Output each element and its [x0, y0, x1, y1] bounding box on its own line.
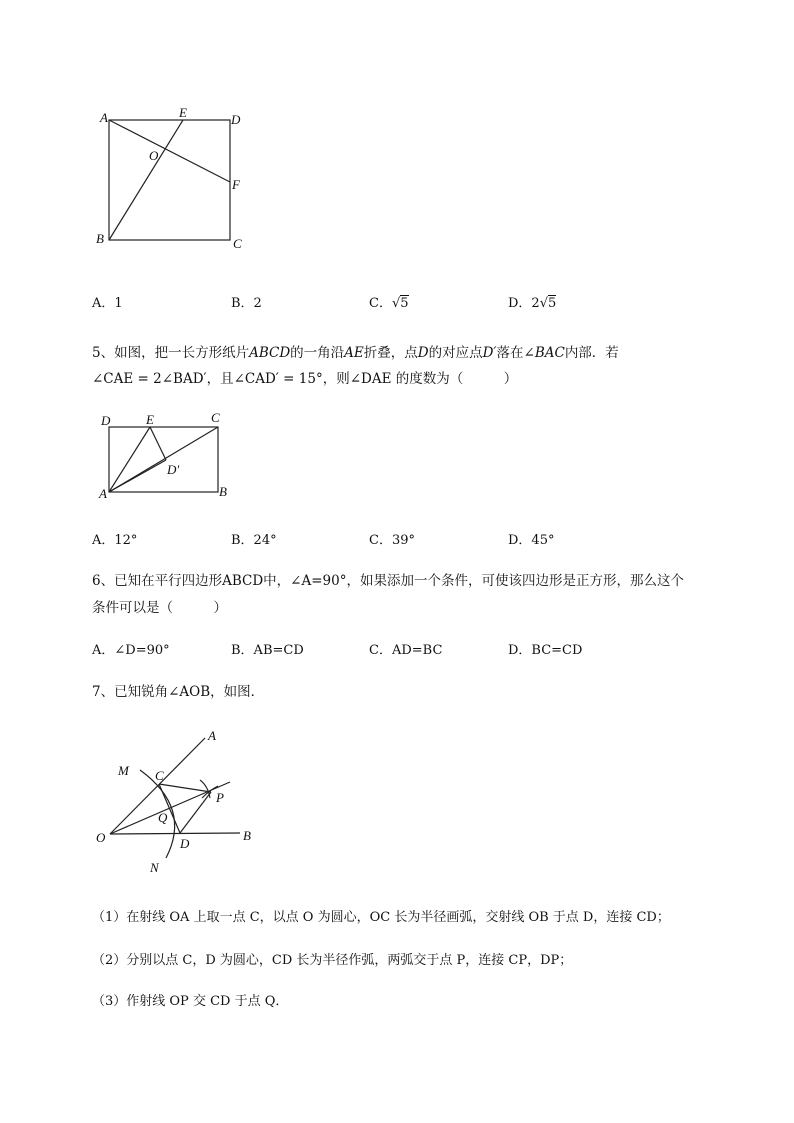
q5-line-2: ∠CAE = 2∠BAD′，且∠CAD′ = 15°，则∠DAE 的度数为（ ）	[92, 371, 518, 387]
point-label-o: O	[96, 830, 106, 845]
point-label-n: N	[150, 860, 159, 875]
point-label-m: M	[118, 763, 129, 778]
point-label-c: C	[155, 768, 164, 783]
point-label-f: F	[232, 177, 240, 192]
q5-abcd: ABCD	[249, 345, 291, 361]
segment-cp	[159, 784, 211, 792]
q5-ae: AE	[344, 345, 364, 361]
q5-option-d: D．45°	[508, 533, 555, 548]
point-label-c: C	[211, 410, 220, 425]
q5-text: 内部．若	[564, 345, 619, 361]
sqrt-sign: √	[539, 296, 548, 311]
q5-text: 落在∠	[496, 345, 535, 361]
q6-option-b: B．AB=CD	[231, 643, 304, 658]
q4-option-c-radicand: 5	[400, 296, 409, 311]
q5-text: 5、如图，把一长方形纸片	[92, 345, 250, 361]
point-label-a: A	[100, 110, 108, 125]
q4-option-d-prefix: D．2	[508, 296, 540, 311]
q6-option-c: C．AD=BC	[369, 643, 443, 658]
point-label-e: E	[146, 412, 154, 427]
q6-line-1: 6、已知在平行四边形ABCD中，∠A=90°，如果添加一个条件，可使该四边形是正方形，那么这个	[92, 573, 684, 589]
ray-ob	[110, 833, 240, 834]
q5-text: 的对应点	[428, 345, 483, 361]
point-label-q: Q	[158, 810, 168, 825]
point-label-d-prime: D′	[167, 462, 180, 477]
q5-text: 的一角沿	[290, 345, 345, 361]
q5-option-c: C．39°	[369, 533, 415, 548]
point-label-b: B	[219, 484, 227, 499]
q6-option-a: A．∠D=90°	[92, 643, 170, 658]
q4-option-a: A．1	[92, 296, 123, 311]
point-label-c: C	[233, 236, 242, 251]
point-label-b: B	[96, 231, 104, 246]
point-label-p: P	[216, 790, 224, 805]
q6-line-2: 条件可以是（ ）	[92, 600, 227, 616]
q4-option-d-radicand: 5	[548, 296, 557, 311]
point-label-d: D	[101, 413, 111, 428]
sqrt-sign: √	[391, 296, 401, 311]
q5-option-a: A．12°	[92, 533, 138, 548]
point-label-d: D	[180, 836, 190, 851]
q5-dprime: D′	[482, 345, 497, 361]
q4-option-c-prefix: C．	[369, 296, 392, 311]
q5-d: D	[417, 345, 429, 361]
point-label-d: D	[231, 112, 241, 127]
point-label-a: A	[208, 728, 216, 743]
q5-bac: BAC	[534, 345, 565, 361]
q6-option-d: D．BC=CD	[508, 643, 583, 658]
point-label-a: A	[99, 486, 107, 501]
point-label-o: O	[149, 148, 159, 163]
q7-title: 7、已知锐角∠AOB，如图．	[92, 684, 265, 700]
segment-dp	[180, 792, 211, 833]
q4-option-b: B．2	[231, 296, 262, 311]
q5-option-b: B．24°	[231, 533, 277, 548]
q7-step-1: （1）在射线 OA 上取一点 C，以点 O 为圆心，OC 长为半径画弧，交射线 OB 于点 D，连接 CD；	[92, 910, 670, 925]
q5-text: 折叠，点	[363, 345, 418, 361]
point-label-b: B	[243, 828, 251, 843]
q7-step-3: （3）作射线 OP 交 CD 于点 Q．	[92, 994, 289, 1009]
point-label-e: E	[179, 105, 187, 120]
q7-step-2: （2）分别以点 C，D 为圆心，CD 长为半径作弧，两弧交于点 P，连接 CP，DP；	[92, 953, 573, 968]
